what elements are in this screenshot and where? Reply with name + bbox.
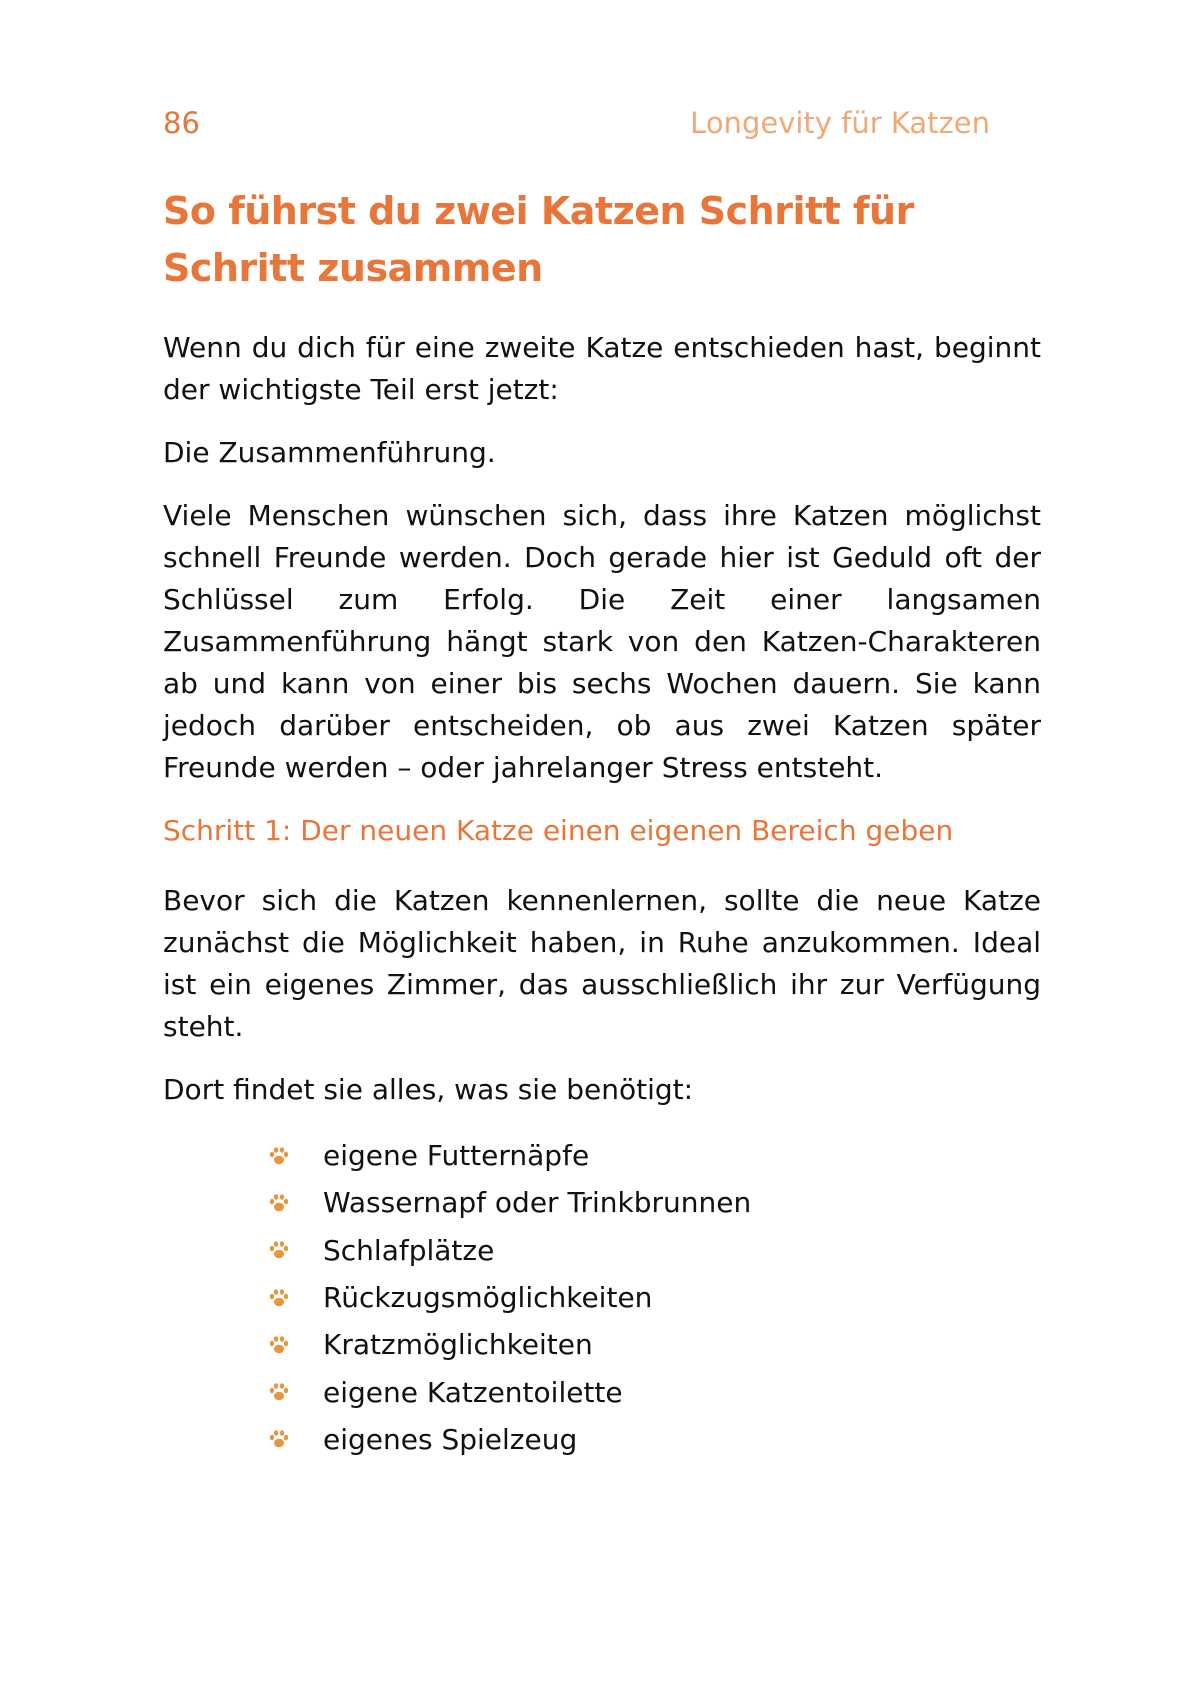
- list-item-label: Wassernapf oder Trinkbrunnen: [323, 1186, 752, 1220]
- list-item: [267, 1179, 1041, 1226]
- paw-icon: [267, 1144, 291, 1168]
- list-item-label: Schlafplätze: [323, 1233, 495, 1267]
- list-item-label: eigene Futternäpfe: [323, 1139, 590, 1173]
- running-header: Longevity für Katzen: [690, 106, 990, 140]
- paw-icon: [267, 1427, 291, 1451]
- list-item: [267, 1368, 1041, 1415]
- paw-icon: [267, 1380, 291, 1404]
- list-item-label: Kratzmöglichkeiten: [323, 1328, 593, 1362]
- paw-icon: [267, 1286, 291, 1310]
- chapter-title: So führst du zwei Katzen Schritt für Schritt zusammen: [163, 189, 914, 290]
- page-number: 86: [163, 106, 200, 140]
- list-item-label: Rückzugsmöglichkeiten: [323, 1281, 653, 1315]
- step-1-heading: Schritt 1: Der neuen Katze einen eigenen Bereich geben: [163, 814, 954, 847]
- list-item: [267, 1274, 1041, 1321]
- list-item: [267, 1321, 1041, 1368]
- list-item: [267, 1132, 1041, 1179]
- intro-keyword-paragraph: Die Zusammenführung.: [163, 436, 496, 469]
- paw-icon: [267, 1238, 291, 1262]
- list-item: [267, 1416, 1041, 1463]
- intro-paragraph: Wenn du dich für eine zweite Katze entschieden hast, beginnt der wichtigste Teil erst jetzt:: [163, 331, 1041, 406]
- list-item: [267, 1227, 1041, 1274]
- step-1-list-intro: Dort findet sie alles, was sie benötigt:: [163, 1073, 694, 1106]
- paw-icon: [267, 1191, 291, 1215]
- paw-icon: [267, 1333, 291, 1357]
- list-item-label: eigene Katzentoilette: [323, 1375, 623, 1409]
- list-item-label: eigenes Spielzeug: [323, 1422, 578, 1456]
- body-paragraph: Viele Menschen wünschen sich, dass ihre Katzen möglichst schnell Freunde werden. Doch gerade hier ist Geduld oft der Schlüssel zum Erfolg. Die Zeit einer langsamen Zusammenführung hängt stark von den Katzen-Charakteren ab und kann von einer bis sechs Wochen dauern. Sie kann jedoch darüber entscheiden, ob aus zwei Katzen später Freunde werden – oder jahrelanger Stress entsteht.: [163, 499, 1041, 784]
- step-1-paragraph: Bevor sich die Katzen kennenlernen, sollte die neue Katze zunächst die Möglichkeit haben, in Ruhe anzukommen. Ideal ist ein eigenes Zimmer, das ausschließlich ihr zur Verfügung steht.: [163, 884, 1041, 1043]
- checklist: [163, 1132, 1041, 1463]
- page-content: [163, 183, 1041, 1463]
